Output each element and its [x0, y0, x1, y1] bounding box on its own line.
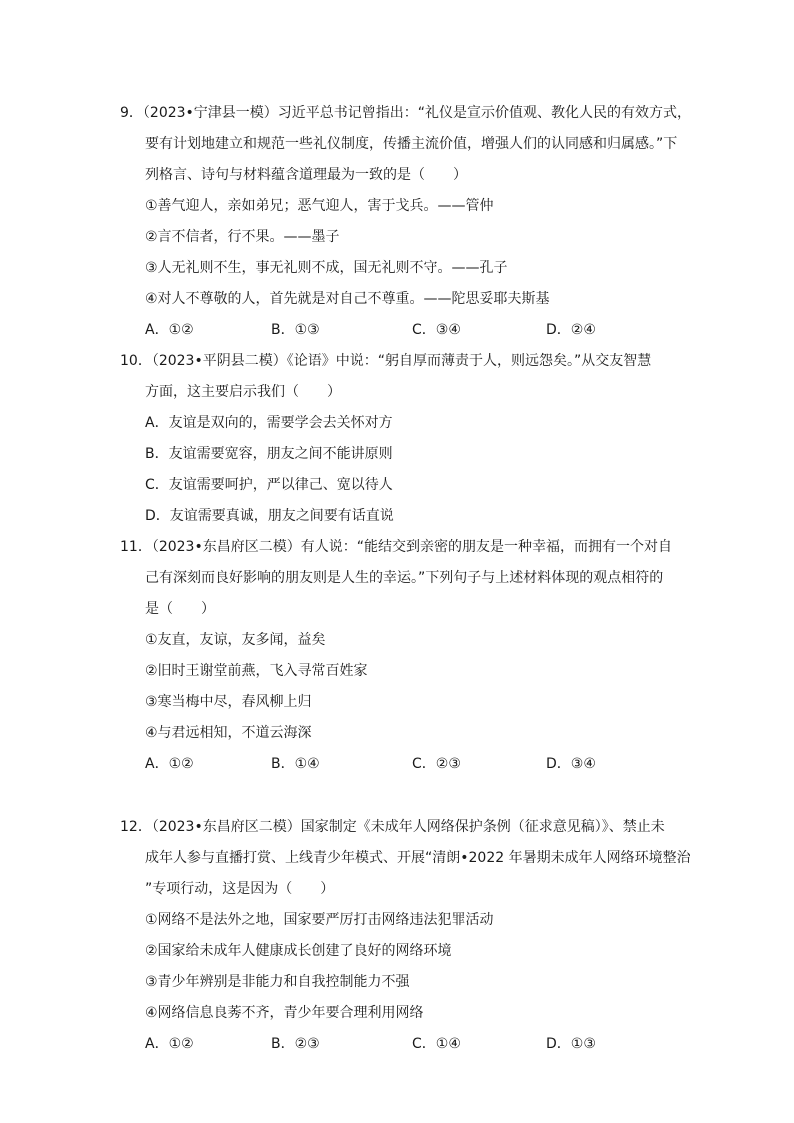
question-stem-line: 11．（2023•东昌府区二模）有人说：“能结交到亲密的朋友是一种幸福，而拥有一个对自: [120, 539, 672, 555]
answer-choice-b: B．①④: [271, 756, 320, 772]
answer-choice-a: A．①②: [145, 322, 194, 338]
question-stem-line: 9．（2023•宁津县一模）习近平总书记曾指出：“礼仪是宣示价值观、教化人民的有效方式，: [120, 105, 692, 121]
statement-option: ①友直，友谅，友多闻，益矣: [145, 632, 326, 648]
question-12: [120, 812, 691, 1060]
answer-choice-a: A．①②: [145, 756, 194, 772]
question-stem-line: 是（ ）: [145, 601, 215, 617]
answer-choice-d: D．②④: [546, 322, 596, 338]
statement-option: ②言不信者，行不果。——墨子: [145, 229, 340, 245]
statement-option: ④网络信息良莠不齐，青少年要合理利用网络: [145, 1005, 424, 1021]
question-stem-line: 方面，这主要启示我们（ ）: [145, 384, 341, 400]
answer-choice-c: C．②③: [412, 756, 461, 772]
question-stem-line: 己有深刻而良好影响的朋友则是人生的幸运。”下列句子与上述材料体现的观点相符的: [145, 570, 664, 586]
question-stem-line: 列格言、诗句与材料蕴含道理最为一致的是（ ）: [145, 167, 467, 183]
question-11: [120, 532, 680, 780]
answer-choice-b: B．友谊需要宽容，朋友之间不能讲原则: [145, 446, 393, 462]
question-stem-line: 12．（2023•东昌府区二模）国家制定《未成年人网络保护条例（征求意见稿）》、禁止未: [120, 819, 665, 835]
answer-choice-c: C．①④: [412, 1036, 461, 1052]
answer-choices: [120, 1029, 680, 1060]
question-10: [120, 346, 680, 532]
answer-choice-c: C．③④: [412, 322, 461, 338]
statement-option: ①善气迎人，亲如弟兄；恶气迎人，害于戈兵。——管仲: [145, 198, 494, 214]
statement-option: ④与君远相知，不道云海深: [145, 725, 312, 741]
question-stem-line: ”专项行动，这是因为（ ）: [145, 881, 335, 897]
statement-option: ④对人不尊敬的人，首先就是对自己不尊重。——陀思妥耶夫斯基: [145, 291, 550, 307]
answer-choice-a: A．①②: [145, 1036, 194, 1052]
question-stem-line: 要有计划地建立和规范一些礼仪制度，传播主流价值，增强人们的认同感和归属感。”下: [145, 136, 678, 152]
answer-choice-d: D．①③: [546, 1036, 596, 1052]
statement-option: ②旧时王谢堂前燕，飞入寻常百姓家: [145, 663, 368, 679]
answer-choice-b: B．②③: [271, 1036, 320, 1052]
statement-option: ③人无礼则不生，事无礼则不成，国无礼则不守。——孔子: [145, 260, 508, 276]
answer-choice-b: B．①③: [271, 322, 320, 338]
question-stem-line: 成年人参与直播打赏、上线青少年模式、开展“清朗•2022 年暑期未成年人网络环境整治: [145, 850, 691, 866]
question-9: [120, 98, 692, 346]
statement-option: ①网络不是法外之地，国家要严厉打击网络违法犯罪活动: [145, 912, 494, 928]
question-stem-line: 10．（2023•平阴县二模）《论语》中说：“躬自厚而薄责于人，则远怨矣。”从交友智慧: [120, 353, 652, 369]
statement-option: ②国家给未成年人健康成长创建了良好的网络环境: [145, 943, 452, 959]
answer-choice-c: C．友谊需要呵护，严以律己、宽以待人: [145, 477, 393, 493]
answer-choice-d: D．③④: [546, 756, 596, 772]
statement-option: ③青少年辨别是非能力和自我控制能力不强: [145, 974, 410, 990]
statement-option: ③寒当梅中尽，春风柳上归: [145, 694, 312, 710]
answer-choice-a: A．友谊是双向的，需要学会去关怀对方: [145, 415, 393, 431]
answer-choices: [120, 749, 680, 780]
answer-choice-d: D．友谊需要真诚，朋友之间要有话直说: [145, 508, 394, 524]
answer-choices: [120, 315, 680, 346]
